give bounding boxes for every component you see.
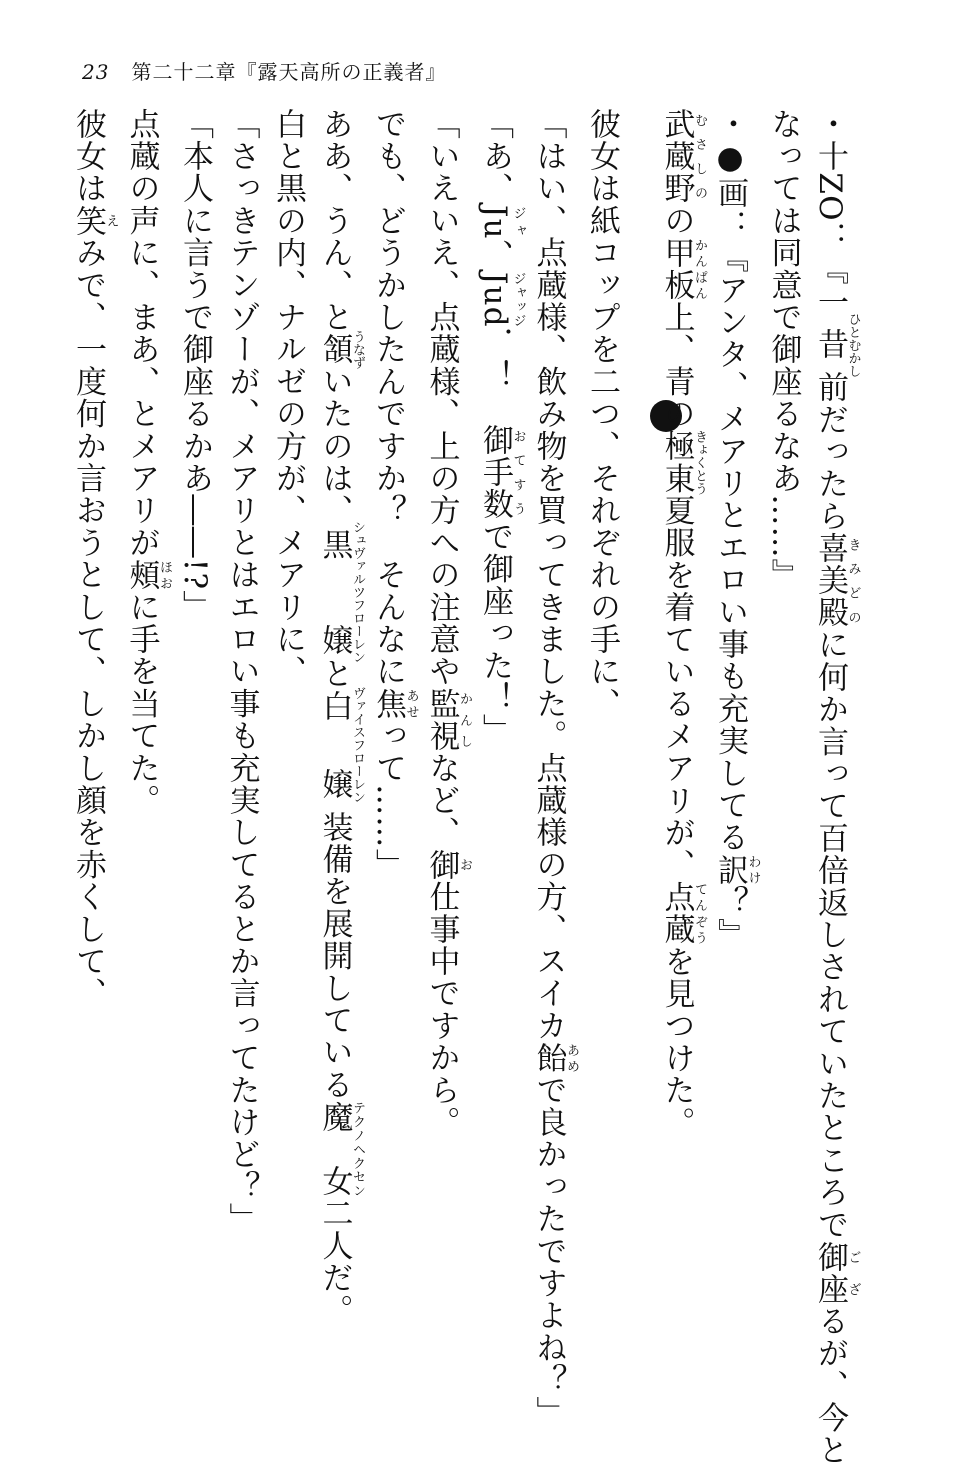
text-line-8: 「いえいえ、点蔵様、上の方への注意や監視かんしなど、御お仕事中ですから。: [423, 108, 472, 1139]
text-line-4: 武蔵野むさしのの甲板かんぱん上、青の極東きょくとう夏服を着ているメアリが、点蔵てんぞうを見つけた。: [658, 108, 707, 1139]
text-line-6: 「はい、点蔵様、飲み物を買ってきました。点蔵様の方、スイカ飴あめで良かったですよね？」: [530, 108, 579, 1429]
chapter-title: 第二十二章『露天高所の正義者』: [131, 60, 447, 84]
text-line-9: でも、どうかしたんですか？ そんなに焦あせって……」: [370, 108, 419, 881]
vertical-text-block: [70, 108, 861, 1466]
text-line-1: ・十ZO：『一昔ひとむかし前だったら喜美殿きみどのに何か言って百倍返しされていたところで御座ござるが、今と: [812, 108, 861, 1466]
text-line-14: 点蔵の声に、まあ、とメアリが頰ほおに手を当てた。: [123, 108, 172, 817]
text-line-2: なっては同意で御座るなあ……』: [765, 108, 802, 591]
text-line-15: 彼女は笑えみで、一度何か言おうとして、しかし顔を赤くして、: [70, 108, 119, 1010]
running-header: [82, 56, 446, 85]
page-number: 23: [82, 60, 110, 84]
text-line-3: ・●画：『アンタ、メアリとエロい事も充実してる訳わけ？』: [712, 108, 761, 951]
text-line-11: 白と黒の内、ナルゼの方が、メアリに、: [270, 108, 306, 688]
text-line-7: 「あ、Juジャ、Judジャッジ．！ 御手数おてすうで御座った！」: [477, 108, 526, 747]
text-line-12: 「さっきテンゾーが、メアリとはエロい事も充実してるとか言ってたけど？」: [223, 108, 260, 1235]
text-line-5: 彼女は紙コップを二つ、それぞれの手に、: [584, 108, 620, 720]
text-line-13: 「本人に言うで御座るかあ――!?」: [177, 108, 213, 623]
text-line-10: ああ、うん、と頷うなずいたのは、黒 嬢シュヴァルツフローレンと白 嬢ヴァイスフローレン 装備を展開している魔 女テクノヘクセン二人だ。: [316, 108, 365, 1327]
